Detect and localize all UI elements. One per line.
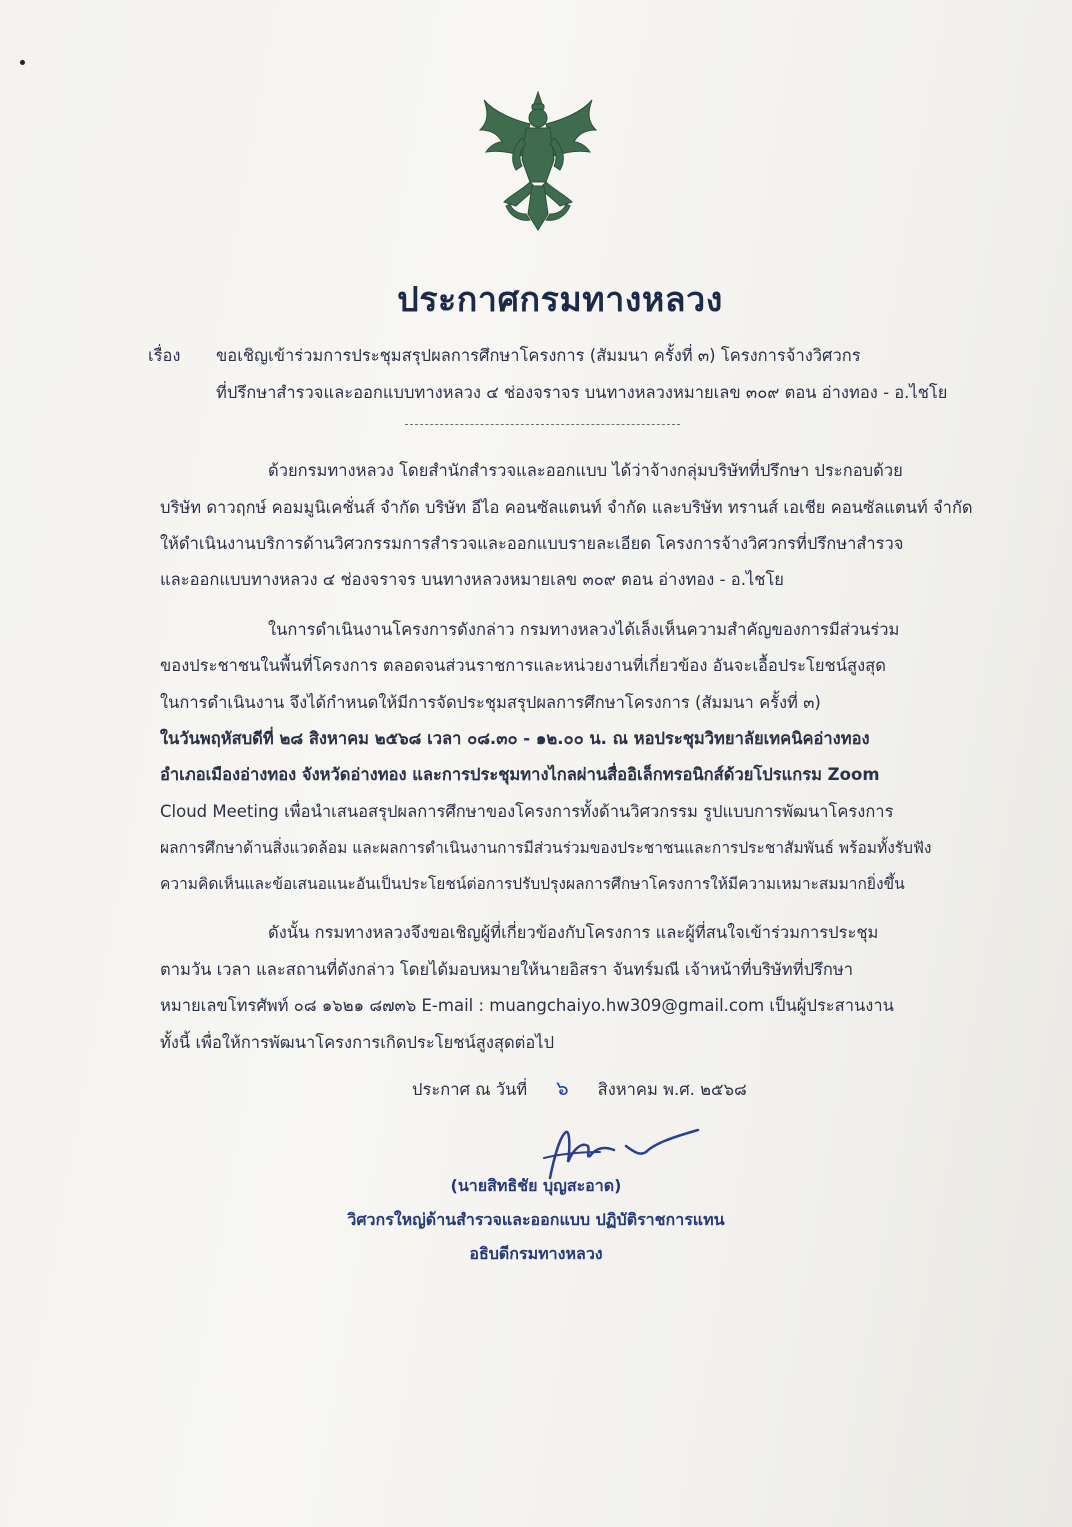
paragraph-line: อำเภอเมืองอ่างทอง จังหวัดอ่างทอง และการประชุมทางไกลผ่านสื่ออิเล็กทรอนิกส์ด้วยโปรแกรม Zoom xyxy=(160,765,880,784)
subject-line: ที่ปรึกษาสำรวจและออกแบบทางหลวง ๔ ช่องจราจร บนทางหลวงหมายเลข ๓๐๙ ตอน อ่างทอง - อ.ไชโย xyxy=(216,383,948,402)
page-title: ประกาศกรมทางหลวง xyxy=(397,280,723,320)
paragraph-line: Cloud Meeting เพื่อนำเสนอสรุปผลการศึกษาของโครงการทั้งด้านวิศวกรรม รูปแบบการพัฒนาโครงการ xyxy=(160,802,894,821)
announce-suffix: สิงหาคม พ.ศ. ๒๕๖๘ xyxy=(597,1080,747,1099)
paragraph-line: และออกแบบทางหลวง ๔ ช่องจราจร บนทางหลวงหมายเลข ๓๐๙ ตอน อ่างทอง - อ.ไชโย xyxy=(160,570,784,589)
paragraph-line: ทั้งนี้ เพื่อให้การพัฒนาโครงการเกิดประโยชน์สูงสุดต่อไป xyxy=(160,1033,555,1052)
signer-name: (นายสิทธิชัย บุญสะอาด) xyxy=(450,1176,622,1195)
paragraph-line: บริษัท ดาวฤกษ์ คอมมูนิเคชั่นส์ จำกัด บริษัท อีไอ คอนซัลแตนท์ จำกัด และบริษัท ทรานส์ เอเชีย คอนซัลแตนท์ จำกัด xyxy=(160,498,973,517)
announce-date xyxy=(412,1072,747,1104)
paragraph-line: หมายเลขโทรศัพท์ ๐๘ ๑๖๒๑ ๘๗๓๖ E-mail : muangchaiyo.hw309@gmail.com เป็นผู้ประสานงาน xyxy=(160,996,894,1015)
garuda-emblem-icon xyxy=(476,90,601,235)
paragraph-line: ด้วยกรมทางหลวง โดยสำนักสำรวจและออกแบบ ได้ว่าจ้างกลุ่มบริษัทที่ปรึกษา ประกอบด้วย xyxy=(268,461,903,480)
paragraph-line: ตามวัน เวลา และสถานที่ดังกล่าว โดยได้มอบหมายให้นายอิสรา จันทร์มณี เจ้าหน้าที่บริษัทที่ปรึกษา xyxy=(160,960,854,979)
announce-prefix: ประกาศ ณ วันที่ xyxy=(412,1080,528,1099)
paragraph-line: ในวันพฤหัสบดีที่ ๒๘ สิงหาคม ๒๕๖๘ เวลา ๐๘.๓๐ - ๑๒.๐๐ น. ณ หอประชุมวิทยาลัยเทคนิคอ่างทอง xyxy=(160,729,870,748)
paragraph-line: ให้ดำเนินงานบริการด้านวิศวกรรมการสำรวจและออกแบบรายละเอียด โครงการจ้างวิศวกรที่ปรึกษาสำรวจ xyxy=(160,534,904,553)
subject-label: เรื่อง xyxy=(148,346,181,365)
paragraph-line: ความคิดเห็นและข้อเสนอแนะอันเป็นประโยชน์ต่อการปรับปรุงผลการศึกษาโครงการให้มีความเหมาะสมมากยิ่งขึ้น xyxy=(160,875,905,893)
paragraph-line: ของประชาชนในพื้นที่โครงการ ตลอดจนส่วนราชการและหน่วยงานที่เกี่ยวข้อง อันจะเอื้อประโยชน์สูงสุด xyxy=(160,656,886,675)
paragraph-line: ผลการศึกษาด้านสิ่งแวดล้อม และผลการดำเนินงานการมีส่วนร่วมของประชาชนและการประชาสัมพันธ์ พร้อมทั้งรับฟัง xyxy=(160,839,932,857)
paragraph-line: ในการดำเนินงาน จึงได้กำหนดให้มีการจัดประชุมสรุปผลการศึกษาโครงการ (สัมมนา ครั้งที่ ๓) xyxy=(160,693,821,712)
signer-position: วิศวกรใหญ่ด้านสำรวจและออกแบบ ปฏิบัติราชการแทน xyxy=(347,1210,725,1229)
paragraph-line: ในการดำเนินงานโครงการดังกล่าว กรมทางหลวงได้เล็งเห็นความสำคัญของการมีส่วนร่วม xyxy=(268,620,900,639)
subject-line: ขอเชิญเข้าร่วมการประชุมสรุปผลการศึกษาโครงการ (สัมมนา ครั้งที่ ๓) โครงการจ้างวิศวกร xyxy=(216,346,861,365)
paragraph-line: ดังนั้น กรมทางหลวงจึงขอเชิญผู้ที่เกี่ยวข้องกับโครงการ และผู้ที่สนใจเข้าร่วมการประชุม xyxy=(268,923,879,942)
stray-mark xyxy=(20,60,25,65)
divider xyxy=(405,424,680,425)
announce-day: ๖ xyxy=(556,1076,569,1100)
signer-organization: อธิบดีกรมทางหลวง xyxy=(469,1244,603,1263)
